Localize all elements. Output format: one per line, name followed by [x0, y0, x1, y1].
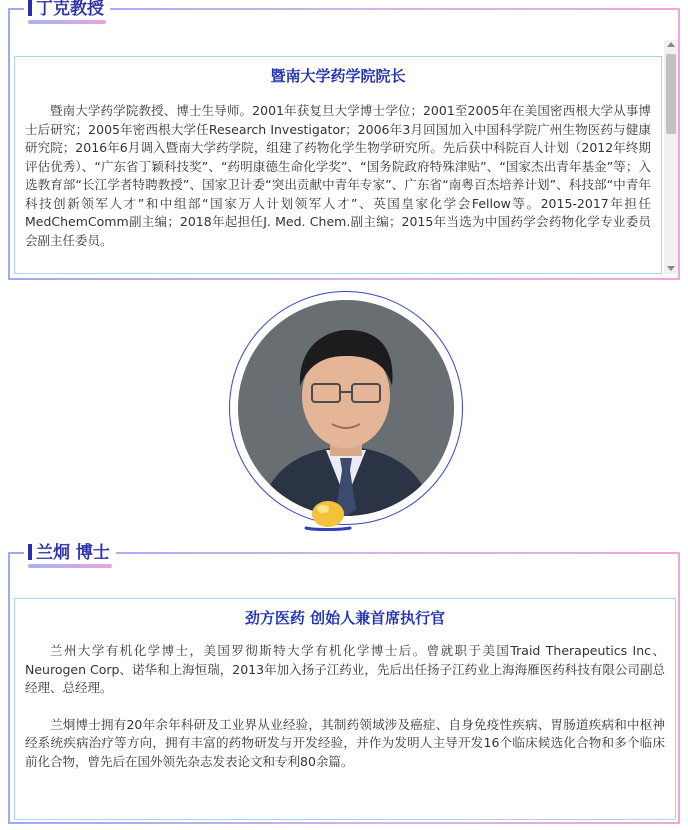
- title-accent-bar: [28, 0, 32, 16]
- title-underline: [28, 20, 106, 24]
- profile-bio-paragraph-2: 兰炯博士拥有20年余年科研及工业界从业经验，其制药领域涉及癌症、自身免疫性疾病、胃肠道疾病和中枢神经系统疾病治疗等方向，拥有丰富的药物研发与开发经验，并作为发明人主导开发16个临床候选化合物和多个临床前化合物，曾先后在国外领先杂志发表论文和专利80余篇。: [25, 716, 665, 769]
- profile-name-tab: [24, 542, 116, 564]
- profile-name-tab: [24, 0, 110, 20]
- bio-scroll-box[interactable]: [14, 56, 662, 274]
- title-underline: [28, 564, 112, 568]
- scrollbar-thumb[interactable]: [666, 54, 676, 134]
- bio-box: [14, 598, 676, 820]
- profile-position: 暨南大学药学院院长: [270, 67, 406, 85]
- portrait-frame: [229, 291, 463, 525]
- profile-card-ding-ke: [8, 0, 680, 280]
- portrait-photo: [238, 300, 454, 516]
- decorative-blob-icon: [300, 498, 354, 532]
- scroll-down-arrow-icon[interactable]: [667, 266, 675, 271]
- profile-card-lan-jiong: [8, 543, 680, 824]
- profile-name: 丁克教授: [36, 0, 104, 19]
- profile-bio: 暨南大学药学院教授、博士生导师。2001年获复旦大学博士学位；2001至2005年在美国密西根大学从事博士后研究；2005年密西根大学任Research Investigator；2006年3月回国加入中国科学院广州生物医药与健康研究院；2016年6月调入暨南大学药学院，组建了药物化学生物学研究所。先后获中科院百人计划（2012年终期评估优秀）、“广东省丁颖科技奖”、“药明康德生命化学奖”、“国务院政府特殊津贴”、“国家杰出青年基金”等；入选教育部“长江学者特聘教授”、国家卫计委“突出贡献中青年专家”、广东省“南粤百杰培养计划”、科技部“中青年科技创新领军人才”和中组部“国家万人计划领军人才”、英国皇家化学会Fellow等。2015-2017年担任MedChemComm副主编；2018年起担任J. Med. Chem.副主编；2015年当选为中国药学会药物化学专业委员会副主任委员。: [25, 103, 651, 248]
- scroll-up-arrow-icon[interactable]: [667, 42, 675, 47]
- profile-bio-paragraph-1: 兰州大学有机化学博士，美国罗彻斯特大学有机化学博士后。曾就职于美国Traid Therapeutics Inc、Neurogen Corp、诺华和上海恒瑞，2013年加入扬子江药业，先后出任扬子江药业上海海雁医药科技有限公司副总经理、总经理。: [25, 643, 665, 695]
- profile-name: 兰炯 博士: [36, 543, 110, 563]
- vertical-scrollbar[interactable]: [664, 40, 678, 274]
- title-accent-bar: [28, 544, 32, 560]
- profile-position: 劲方医药 创始人兼首席执行官: [244, 609, 446, 627]
